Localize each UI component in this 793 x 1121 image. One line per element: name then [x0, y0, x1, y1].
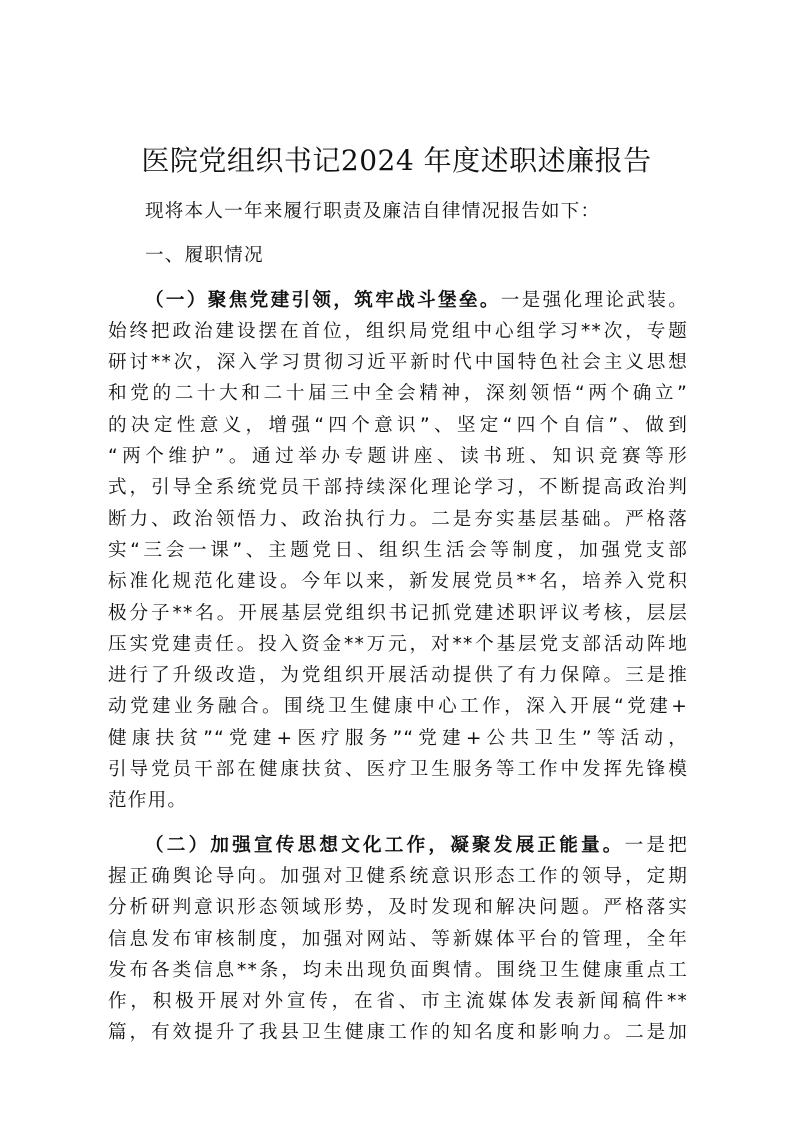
- paragraph-line: 压实党建责任。投入资金**万元，对**个基层党支部活动阵地: [108, 633, 688, 655]
- section-heading-performance: 一、履职情况: [145, 245, 264, 267]
- paragraph-party-building: [108, 285, 688, 817]
- paragraph-line: 作，积极开展对外宣传，在省、市主流媒体发表新闻稿件**: [108, 991, 688, 1013]
- paragraph-line: 握正确舆论导向。加强对卫健系统意识形态工作的领导，定期: [108, 865, 688, 887]
- paragraph-line: “两个维护”。通过举办专题讲座、读书班、知识竞赛等形: [108, 446, 688, 468]
- paragraph-line: 始终把政治建设摆在首位，组织局党组中心组学习**次，专题: [108, 320, 688, 342]
- paragraph-line: 信息发布审核制度，加强对网站、等新媒体平台的管理，全年: [108, 928, 688, 950]
- paragraph-line: 实“三会一课”、主题党日、组织生活会等制度，加强党支部: [108, 539, 688, 561]
- paragraph-line: 引导党员干部在健康扶贫、医疗卫生服务等工作中发挥先锋模: [108, 759, 688, 781]
- paragraph-line: （二）加强宣传思想文化工作，凝聚发展正能量。一是把: [145, 834, 688, 856]
- paragraph-line: （一）聚焦党建引领，筑牢战斗堡垒。一是强化理论武装。: [145, 289, 688, 311]
- paragraph-line: 极分子**名。开展基层党组织书记抓党建述职评议考核，层层: [108, 602, 688, 624]
- document-title: 医院党组织书记2024 年度述职述廉报告: [141, 144, 652, 177]
- paragraph-line: 健康扶贫”“党建+医疗服务”“党建+公共卫生”等活动，: [108, 727, 688, 749]
- paragraph-line: 分析研判意识形态领域形势，及时发现和解决问题。严格落实: [108, 897, 688, 919]
- paragraph-line: 发布各类信息**条，均未出现负面舆情。围绕卫生健康重点工: [108, 959, 688, 981]
- paragraph-line: 篇，有效提升了我县卫生健康工作的知名度和影响力。二是加: [108, 1022, 688, 1044]
- paragraph-line: 和党的二十大和二十届三中全会精神，深刻领悟“两个确立”: [108, 383, 688, 405]
- paragraph-line: 断力、政治领悟力、政治执行力。二是夯实基层基础。严格落: [108, 508, 688, 530]
- document-body: [108, 196, 688, 1062]
- paragraph-line: 进行了升级改造，为党组织开展活动提供了有力保障。三是推: [108, 665, 688, 687]
- paragraph-line: 范作用。: [108, 790, 188, 812]
- paragraph-line: 研讨**次，深入学习贯彻习近平新时代中国特色社会主义思想: [108, 352, 688, 374]
- paragraph-lead-heading: （二）加强宣传思想文化工作，凝聚发展正能量。: [145, 834, 625, 856]
- paragraph-lead-heading: （一）聚焦党建引领，筑牢战斗堡垒。: [145, 289, 501, 311]
- paragraph-publicity: [108, 830, 688, 1049]
- paragraph-line: 动党建业务融合。围绕卫生健康中心工作，深入开展“党建+: [108, 696, 688, 718]
- paragraph-line: 标准化规范化建设。今年以来，新发展党员**名，培养入党积: [108, 571, 688, 593]
- paragraph-line: 式，引导全系统党员干部持续深化理论学习，不断提高政治判: [108, 477, 688, 499]
- paragraph-line: 的决定性意义，增强“四个意识”、坚定“四个自信”、做到: [108, 414, 688, 436]
- intro-paragraph: 现将本人一年来履行职责及廉洁自律情况报告如下：: [145, 201, 601, 222]
